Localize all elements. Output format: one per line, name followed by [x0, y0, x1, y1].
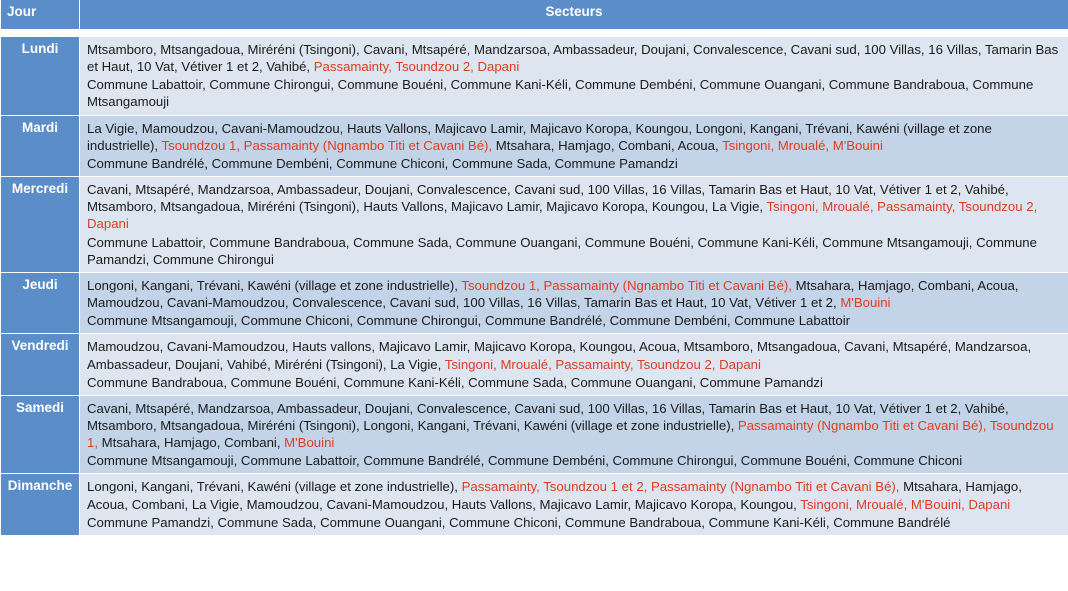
- sectors-cell: [80, 177, 1068, 273]
- column-header-day: Jour: [1, 0, 80, 30]
- day-cell: Samedi: [1, 395, 80, 474]
- table-row: [1, 395, 1068, 474]
- sector-text: Commune Mtsangamouji, Commune Chiconi, Commune Chirongui, Commune Bandrélé, Commune Dembéni, Commune Labattoir: [87, 313, 851, 329]
- sectors-cell: [80, 395, 1068, 474]
- sector-text: Mtsahara, Hamjago, Combani, Acoua,: [492, 137, 723, 153]
- sector-highlight-text: M'Bouini: [840, 295, 891, 311]
- sectors-line: [87, 234, 1062, 268]
- sectors-line: [87, 452, 1062, 469]
- sector-text: Longoni, Kangani, Trévani, Kawéni (village et zone industrielle),: [87, 479, 462, 495]
- sectors-line: [87, 155, 1062, 172]
- sector-text: Longoni, Kangani, Trévani, Kawéni (village et zone industrielle),: [87, 277, 462, 293]
- sector-text: Mtsahara, Hamjago, Combani, Acoua, Mamoudzou, Cavani-Mamoudzou, Convalescence, Cavani sud, 100 Villas, 16 Villas, Tamarin Bas et Haut, 10 Vat, Vétiver 1 et 2,: [87, 277, 1019, 311]
- sectors-line: [87, 374, 1062, 391]
- sector-text: Commune Labattoir, Commune Chirongui, Commune Bouéni, Commune Kani-Kéli, Commune Dembéni, Commune Ouangani, Commune Bandraboua, Commune Mtsangamouji: [87, 77, 1034, 110]
- sector-highlight-text: Passamainty (Ngnambo Titi et Cavani Bé), Tsoundzou 1,: [87, 417, 1054, 451]
- sectors-line: [87, 76, 1062, 110]
- day-cell: Mercredi: [1, 177, 80, 273]
- table-header: [1, 0, 1068, 30]
- sectors-line: [87, 338, 1062, 372]
- sectors-line: [87, 478, 1062, 512]
- sector-text: La Vigie, Mamoudzou, Cavani-Mamoudzou, Hauts Vallons, Majicavo Lamir, Majicavo Koropa, Koungou, Longoni, Kangani, Trévani, Kawéni (village et zone industrielle),: [87, 120, 992, 153]
- sector-text: Mamoudzou, Cavani-Mamoudzou, Hauts vallons, Majicavo Lamir, Majicavo Koropa, Koungou, Acoua, Mtsamboro, Mtsangadoua, Cavani, Mtsapéré, Mandzarsoa, Ambassadeur, Doujani, Vahibé, Miréréni (Tsingoni), La Vigie,: [87, 339, 1032, 372]
- sector-text: Mtsamboro, Mtsangadoua, Miréréni (Tsingoni), Cavani, Mtsapéré, Mandzarsoa, Ambassadeur, Doujani, Convalescence, Cavani sud, 100 Villas, 16 Villas, Tamarin Bas et Haut, 10 Vat, Vétiver 1 et 2, Vahibé,: [87, 42, 1059, 75]
- table-body: [1, 30, 1068, 536]
- sectors-line: [87, 181, 1062, 232]
- column-header-sectors: Secteurs: [80, 0, 1068, 30]
- sector-highlight-text: M'Bouini: [284, 435, 335, 451]
- sectors-line: [87, 312, 1062, 329]
- sectors-cell: [80, 37, 1068, 116]
- sector-highlight-text: Tsoundzou 1, Passamainty (Ngnambo Titi et Cavani Bé),: [161, 137, 493, 153]
- sector-text: Cavani, Mtsapéré, Mandzarsoa, Ambassadeur, Doujani, Convalescence, Cavani sud, 100 Villas, 16 Villas, Tamarin Bas et Haut, 10 Vat, Vétiver 1 et 2, Vahibé, Mtsamboro, Mtsangadoua, Miréréni (Tsingoni), Longoni, Kangani, Trévani, Kawéni (village et zone industrielle),: [87, 400, 1009, 433]
- sector-text: Mtsahara, Hamjago, Acoua, Combani, La Vigie, Mamoudzou, Cavani-Mamoudzou, Hauts Vallons, Majicavo Lamir, Majicavo Koropa, Koungou,: [87, 479, 1022, 512]
- sectors-cell: [80, 115, 1068, 176]
- table-header-row: [1, 0, 1068, 30]
- sector-highlight-text: Tsingoni, Mroualé, Passamainty, Tsoundzou 2, Dapani: [87, 199, 1038, 232]
- day-cell: Mardi: [1, 115, 80, 176]
- table-row: [1, 177, 1068, 273]
- sector-text: Commune Bandraboua, Commune Bouéni, Commune Kani-Kéli, Commune Sada, Commune Ouangani, Commune Pamandzi: [87, 374, 823, 390]
- day-cell: Lundi: [1, 37, 80, 116]
- day-cell: Jeudi: [1, 272, 80, 333]
- sectors-cell: [80, 272, 1068, 333]
- table-row: [1, 334, 1068, 395]
- sectors-line: [87, 277, 1062, 311]
- table-row: [1, 115, 1068, 176]
- sector-highlight-text: Tsoundzou 1, Passamainty (Ngnambo Titi et Cavani Bé),: [461, 277, 792, 293]
- sector-highlight-text: Tsingoni, Mroualé, M'Bouini, Dapani: [800, 496, 1011, 512]
- sector-text: Commune Labattoir, Commune Bandraboua, Commune Sada, Commune Ouangani, Commune Bouéni, Commune Kani-Kéli, Commune Mtsangamouji, Commune Pamandzi, Commune Chirongui: [87, 234, 1037, 267]
- sector-highlight-text: Passamainty, Tsoundzou 2, Dapani: [313, 59, 520, 75]
- sector-text: Mtsahara, Hamjago, Combani,: [98, 435, 285, 451]
- sectors-line: [87, 120, 1062, 154]
- table-row: [1, 272, 1068, 333]
- sectors-line: [87, 514, 1062, 531]
- sector-highlight-text: Tsingoni, Mroualé, Passamainty, Tsoundzou 2, Dapani: [444, 356, 761, 372]
- sector-text: Commune Mtsangamouji, Commune Labattoir, Commune Bandrélé, Commune Dembéni, Commune Chirongui, Commune Bouéni, Commune Chiconi: [87, 453, 963, 469]
- sectors-cell: [80, 334, 1068, 395]
- sectors-cell: [80, 474, 1068, 535]
- header-gap: [1, 30, 1068, 37]
- sector-highlight-text: Passamainty, Tsoundzou 1 et 2, Passamainty (Ngnambo Titi et Cavani Bé),: [461, 479, 900, 495]
- header-gap-cell: [1, 30, 1068, 37]
- sector-highlight-text: Tsingoni, Mroualé, M'Bouini: [722, 137, 883, 153]
- sector-text: Commune Pamandzi, Commune Sada, Commune Ouangani, Commune Chiconi, Commune Bandraboua, Commune Kani-Kéli, Commune Bandrélé: [87, 514, 951, 530]
- table-row: [1, 37, 1068, 116]
- table-row: [1, 474, 1068, 535]
- sectors-line: [87, 41, 1062, 75]
- sector-text: Cavani, Mtsapéré, Mandzarsoa, Ambassadeur, Doujani, Convalescence, Cavani sud, 100 Villas, 16 Villas, Tamarin Bas et Haut, 10 Vat, Vétiver 1 et 2, Vahibé, Mtsamboro, Mtsangadoua, Miréréni (Tsingoni), Hauts Vallons, Majicavo Lamir, Majicavo Koropa, Koungou, La Vigie,: [87, 182, 1009, 215]
- sector-text: Commune Bandrélé, Commune Dembéni, Commune Chiconi, Commune Sada, Commune Pamandzi: [87, 155, 678, 171]
- day-cell: Dimanche: [1, 474, 80, 535]
- sectors-line: [87, 400, 1062, 451]
- day-cell: Vendredi: [1, 334, 80, 395]
